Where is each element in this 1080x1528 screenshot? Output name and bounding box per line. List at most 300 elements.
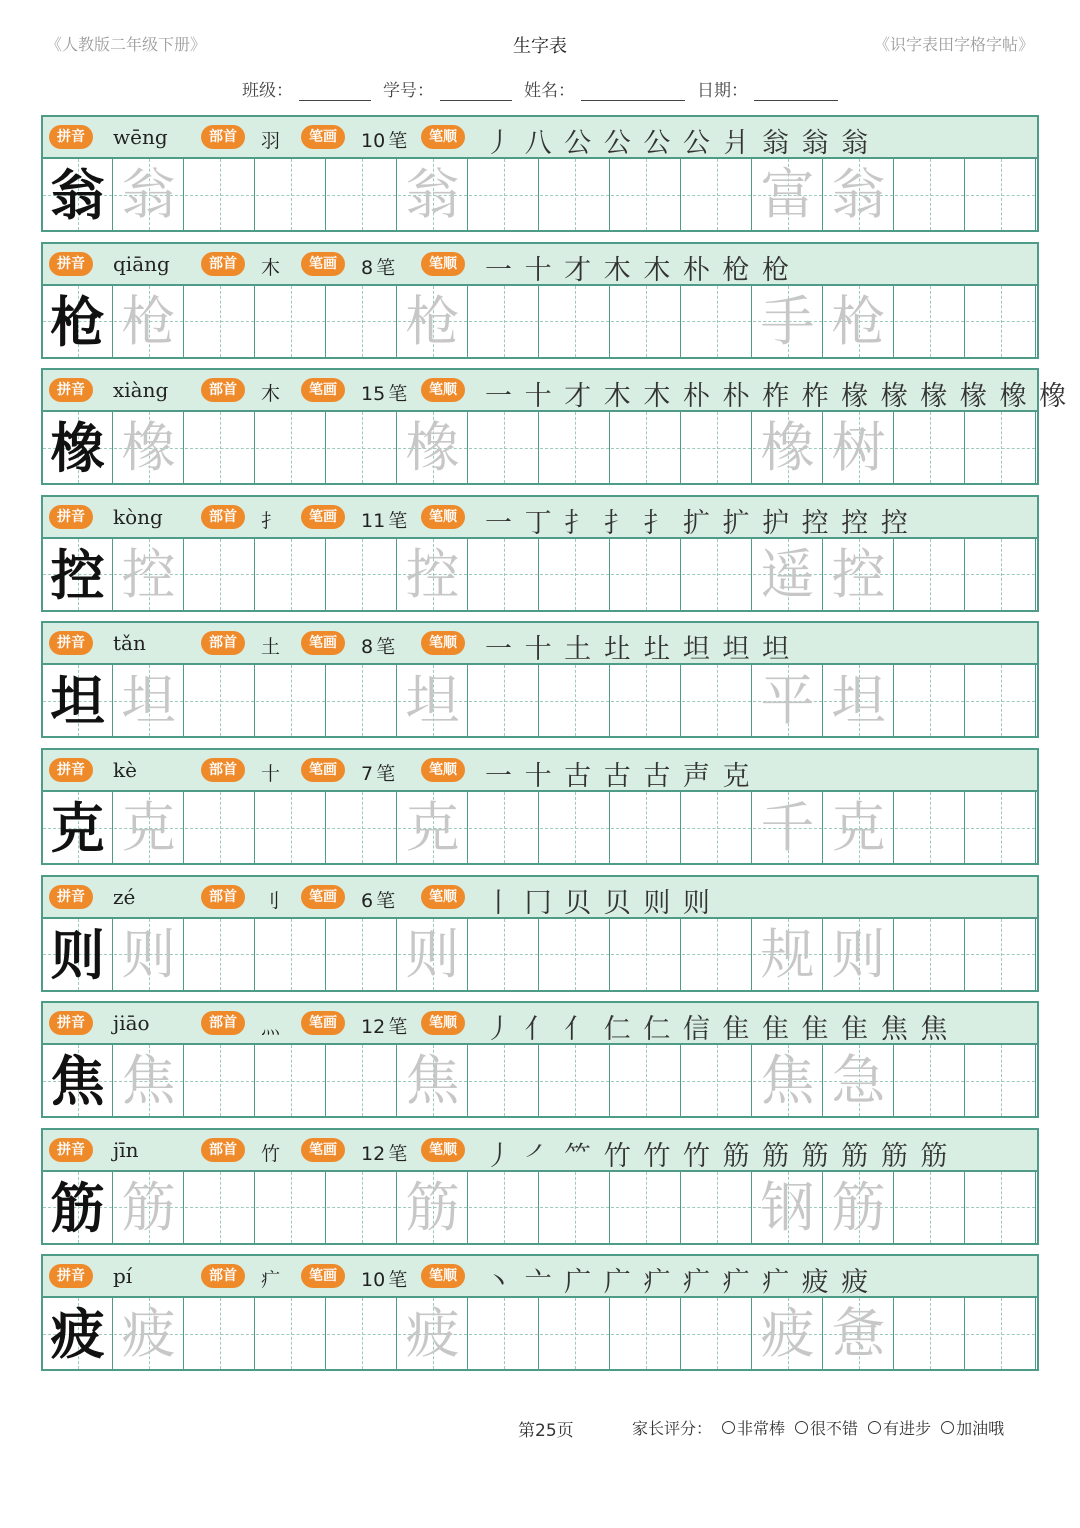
practice-cell[interactable] — [895, 412, 965, 483]
practice-cell[interactable] — [114, 1045, 184, 1116]
strokes-badge: 笔画 — [301, 505, 345, 529]
practice-cell[interactable] — [895, 665, 965, 736]
radical-badge: 部首 — [201, 1138, 245, 1162]
character-row — [41, 368, 1069, 485]
page-number: 第25页 — [518, 1421, 574, 1441]
header-right: 《识字表田字格字帖》 — [873, 35, 1034, 54]
model-character: 筋 — [50, 1175, 105, 1240]
trace-character: 枪 — [405, 289, 460, 353]
pinyin-text: jiāo — [113, 1011, 150, 1036]
practice-cell[interactable] — [256, 412, 326, 483]
radical-badge: 部首 — [201, 631, 245, 655]
character-row — [41, 1128, 1039, 1245]
practice-cell[interactable] — [966, 539, 1036, 610]
stroke-count — [361, 759, 395, 786]
strokes-badge: 笔画 — [301, 758, 345, 782]
practice-cell[interactable] — [611, 919, 681, 990]
practice-cell[interactable] — [327, 1172, 397, 1243]
trace-character: 则 — [831, 922, 886, 986]
practice-cell[interactable] — [327, 665, 397, 736]
practice-cell[interactable] — [114, 286, 184, 357]
character-info-bar — [43, 497, 1037, 539]
practice-cell[interactable] — [114, 412, 184, 483]
practice-cell[interactable] — [256, 665, 326, 736]
practice-cell[interactable] — [114, 159, 184, 230]
pinyin-badge: 拼音 — [49, 1138, 93, 1162]
practice-cell[interactable] — [256, 1045, 326, 1116]
practice-cell[interactable] — [824, 286, 894, 357]
radical-text: 刂 — [261, 889, 281, 912]
practice-cell[interactable] — [966, 159, 1036, 230]
practice-cell[interactable] — [398, 1172, 468, 1243]
practice-cell[interactable] — [540, 1045, 610, 1116]
stroke-count-number: 7 — [361, 763, 374, 785]
stroke-order-badge: 笔顺 — [421, 125, 465, 149]
practice-cell[interactable] — [43, 665, 113, 736]
practice-cell[interactable] — [327, 286, 397, 357]
practice-cell[interactable] — [682, 159, 752, 230]
practice-cell[interactable] — [895, 1298, 965, 1369]
practice-cell[interactable] — [753, 1172, 823, 1243]
practice-cell[interactable] — [185, 286, 255, 357]
practice-cell[interactable] — [185, 1172, 255, 1243]
practice-cell[interactable] — [611, 665, 681, 736]
practice-cell[interactable] — [469, 1045, 539, 1116]
stroke-count-unit: 笔 — [376, 636, 396, 659]
practice-cell[interactable] — [185, 792, 255, 863]
practice-cell[interactable] — [611, 1045, 681, 1116]
practice-cell[interactable] — [966, 1172, 1036, 1243]
practice-cell[interactable] — [824, 539, 894, 610]
practice-cell[interactable] — [43, 1045, 113, 1116]
practice-cell[interactable] — [398, 1298, 468, 1369]
trace-character: 克 — [831, 796, 886, 859]
student-id-field[interactable] — [383, 76, 512, 101]
character-info-bar — [43, 750, 1037, 792]
practice-cell[interactable] — [611, 286, 681, 357]
trace-character: 规 — [760, 922, 815, 986]
trace-character: 坦 — [831, 669, 886, 733]
page-title: 生字表 — [513, 36, 567, 57]
practice-cell[interactable] — [256, 539, 326, 610]
practice-cell[interactable] — [824, 665, 894, 736]
practice-cell[interactable] — [540, 412, 610, 483]
practice-cell[interactable] — [824, 1045, 894, 1116]
tianzige-grid — [43, 665, 1037, 736]
trace-character: 翁 — [831, 163, 886, 226]
stroke-order-badge: 笔顺 — [421, 252, 465, 276]
practice-cell[interactable] — [185, 412, 255, 483]
stroke-count — [361, 253, 395, 280]
practice-cell[interactable] — [824, 1298, 894, 1369]
pinyin-text: kè — [113, 758, 137, 782]
trace-character: 则 — [121, 922, 176, 986]
stroke-count — [361, 506, 407, 533]
stroke-order-sequence: 一 十 古 古 古 声 克 — [485, 761, 752, 792]
practice-cell[interactable] — [43, 412, 113, 483]
strokes-badge: 笔画 — [301, 1264, 345, 1288]
practice-cell[interactable] — [753, 665, 823, 736]
name-line[interactable] — [581, 82, 685, 101]
stroke-count — [361, 1012, 407, 1039]
practice-cell[interactable] — [895, 792, 965, 863]
strokes-badge: 笔画 — [301, 1138, 345, 1162]
stroke-count-number: 8 — [361, 636, 374, 659]
character-row — [41, 1001, 1039, 1118]
practice-cell[interactable] — [185, 159, 255, 230]
model-character: 疲 — [50, 1302, 105, 1367]
practice-cell[interactable] — [824, 412, 894, 483]
practice-cell[interactable] — [611, 159, 681, 230]
tianzige-grid — [43, 539, 1037, 610]
trace-character: 平 — [760, 669, 815, 733]
practice-cell[interactable] — [682, 1045, 752, 1116]
trace-character: 筋 — [405, 1175, 460, 1239]
radical-badge: 部首 — [201, 125, 245, 149]
trace-character: 枪 — [121, 289, 176, 353]
rating-text: 加油哦 — [956, 1419, 1005, 1438]
practice-cell[interactable] — [895, 1172, 965, 1243]
trace-character: 橡 — [760, 416, 815, 480]
rating-option-2[interactable] — [795, 1416, 858, 1439]
pinyin-badge: 拼音 — [49, 252, 93, 276]
practice-cell[interactable] — [753, 159, 823, 230]
trace-character: 控 — [831, 542, 886, 606]
radical-text: 灬 — [261, 1016, 281, 1039]
practice-cell[interactable] — [611, 539, 681, 610]
practice-cell[interactable] — [398, 919, 468, 990]
stroke-order-sequence: 一 十 土 圵 圵 坦 坦 坦 — [485, 634, 792, 666]
practice-cell[interactable] — [540, 665, 610, 736]
student-id-label: 学号： — [383, 81, 434, 101]
stroke-order-badge: 笔顺 — [421, 1138, 465, 1162]
practice-cell[interactable] — [469, 159, 539, 230]
model-character: 翁 — [50, 163, 105, 227]
stroke-count-number: 10 — [361, 130, 386, 152]
stroke-order-sequence: 丿 亻 亻 仁 仁 信 隹 隹 隹 隹 焦 焦 — [485, 1014, 950, 1046]
practice-cell[interactable] — [469, 1298, 539, 1369]
strokes-badge: 笔画 — [301, 631, 345, 655]
practice-cell[interactable] — [824, 159, 894, 230]
trace-character: 树 — [831, 416, 886, 480]
practice-cell[interactable] — [256, 792, 326, 863]
pinyin-badge: 拼音 — [49, 1264, 93, 1288]
pinyin-badge: 拼音 — [49, 1011, 93, 1035]
practice-cell[interactable] — [966, 286, 1036, 357]
pinyin-badge: 拼音 — [49, 505, 93, 529]
info-fields — [0, 76, 1080, 101]
practice-cell[interactable] — [43, 159, 113, 230]
trace-character: 遥 — [760, 542, 815, 606]
stroke-count-unit: 笔 — [388, 1142, 408, 1165]
circle-icon — [868, 1421, 881, 1434]
practice-cell[interactable] — [753, 792, 823, 863]
character-info-bar — [43, 1256, 1037, 1298]
practice-cell[interactable] — [114, 792, 184, 863]
tianzige-grid — [43, 919, 1037, 990]
practice-cell[interactable] — [753, 919, 823, 990]
parent-rating — [632, 1416, 1004, 1439]
practice-cell[interactable] — [469, 665, 539, 736]
trace-character: 翁 — [405, 163, 460, 226]
practice-cell[interactable] — [327, 1045, 397, 1116]
practice-cell[interactable] — [966, 1045, 1036, 1116]
pinyin-text: xiàng — [113, 378, 169, 403]
pinyin-badge: 拼音 — [49, 631, 93, 655]
practice-cell[interactable] — [469, 919, 539, 990]
practice-cell[interactable] — [185, 539, 255, 610]
practice-cell[interactable] — [327, 792, 397, 863]
stroke-count — [361, 126, 407, 153]
character-info-bar — [43, 623, 1037, 665]
stroke-order-badge: 笔顺 — [421, 505, 465, 529]
stroke-count-number: 15 — [361, 383, 386, 406]
practice-cell[interactable] — [327, 159, 397, 230]
stroke-order-sequence: 丿 ㇒ ⺮ 竹 竹 竹 筋 筋 筋 筋 筋 筋 — [485, 1140, 950, 1172]
practice-cell[interactable] — [114, 1298, 184, 1369]
practice-cell[interactable] — [43, 1298, 113, 1369]
practice-cell[interactable] — [398, 539, 468, 610]
practice-cell[interactable] — [682, 1172, 752, 1243]
rating-label: 家长评分： — [632, 1419, 713, 1438]
pinyin-text: qiāng — [113, 251, 170, 276]
practice-cell[interactable] — [966, 1298, 1036, 1369]
stroke-order-badge: 笔顺 — [421, 885, 465, 909]
stroke-count-number: 12 — [361, 1142, 386, 1165]
student-id-line[interactable] — [440, 82, 512, 101]
trace-character: 控 — [405, 542, 460, 606]
practice-cell[interactable] — [753, 539, 823, 610]
practice-cell[interactable] — [966, 412, 1036, 483]
practice-cell[interactable] — [824, 919, 894, 990]
stroke-order-sequence: 一 丁 扌 扌 扌 扩 扩 护 控 控 控 — [485, 507, 910, 539]
practice-cell[interactable] — [540, 286, 610, 357]
practice-cell[interactable] — [611, 1172, 681, 1243]
trace-character: 克 — [405, 796, 460, 859]
class-field[interactable] — [242, 76, 371, 101]
date-line[interactable] — [754, 82, 838, 101]
trace-character: 翁 — [121, 163, 176, 226]
practice-cell[interactable] — [753, 412, 823, 483]
trace-character: 焦 — [405, 1049, 460, 1113]
name-field[interactable] — [524, 76, 685, 101]
stroke-count — [361, 1265, 407, 1292]
practice-cell[interactable] — [398, 159, 468, 230]
pinyin-text: jīn — [113, 1137, 139, 1162]
practice-cell[interactable] — [895, 1045, 965, 1116]
practice-cell[interactable] — [469, 412, 539, 483]
practice-cell[interactable] — [682, 1298, 752, 1369]
practice-cell[interactable] — [256, 919, 326, 990]
radical-badge: 部首 — [201, 885, 245, 909]
practice-cell[interactable] — [682, 286, 752, 357]
trace-character: 坦 — [405, 669, 460, 733]
radical-badge: 部首 — [201, 758, 245, 782]
trace-character: 钢 — [760, 1175, 815, 1239]
rating-text: 很不错 — [810, 1419, 859, 1438]
practice-cell[interactable] — [682, 412, 752, 483]
stroke-count-unit: 笔 — [376, 889, 396, 912]
trace-character: 筋 — [831, 1175, 886, 1239]
strokes-badge: 笔画 — [301, 252, 345, 276]
stroke-count-number: 8 — [361, 256, 374, 279]
practice-cell[interactable] — [611, 792, 681, 863]
practice-cell[interactable] — [895, 159, 965, 230]
rating-option-4[interactable] — [941, 1416, 1004, 1439]
practice-cell[interactable] — [398, 665, 468, 736]
practice-cell[interactable] — [43, 286, 113, 357]
pinyin-badge: 拼音 — [49, 758, 93, 782]
radical-text: 扌 — [261, 509, 281, 532]
trace-character: 焦 — [760, 1049, 815, 1113]
radical-badge: 部首 — [201, 1264, 245, 1288]
practice-cell[interactable] — [327, 412, 397, 483]
stroke-order-sequence: 丨 冂 贝 贝 则 则 — [485, 887, 712, 919]
model-character: 克 — [50, 796, 105, 860]
trace-character: 疲 — [760, 1302, 815, 1366]
practice-cell[interactable] — [398, 412, 468, 483]
practice-cell[interactable] — [753, 1045, 823, 1116]
practice-cell[interactable] — [611, 412, 681, 483]
date-field[interactable] — [697, 76, 838, 101]
trace-character: 枪 — [831, 289, 886, 353]
radical-text: 土 — [261, 636, 281, 659]
practice-cell[interactable] — [114, 539, 184, 610]
character-row — [41, 1254, 1039, 1371]
stroke-count-unit: 笔 — [388, 383, 408, 406]
practice-cell[interactable] — [469, 286, 539, 357]
class-line[interactable] — [299, 82, 371, 101]
practice-cell[interactable] — [611, 1298, 681, 1369]
stroke-order-sequence: 一 十 才 木 木 朴 朴 柞 柞 椽 椽 椽 椽 橡 橡 — [485, 381, 1069, 413]
practice-cell[interactable] — [540, 1172, 610, 1243]
trace-character: 筋 — [121, 1175, 176, 1239]
stroke-count-number: 6 — [361, 889, 374, 912]
practice-cell[interactable] — [682, 539, 752, 610]
pinyin-badge: 拼音 — [49, 378, 93, 402]
tianzige-grid — [43, 159, 1037, 230]
practice-cell[interactable] — [398, 286, 468, 357]
character-row — [41, 115, 1039, 232]
practice-cell[interactable] — [43, 919, 113, 990]
practice-cell[interactable] — [540, 1298, 610, 1369]
character-row — [41, 748, 1039, 865]
tianzige-grid — [43, 1045, 1037, 1116]
practice-cell[interactable] — [114, 665, 184, 736]
stroke-count-unit: 笔 — [388, 509, 408, 532]
practice-cell[interactable] — [256, 1298, 326, 1369]
practice-cell[interactable] — [398, 792, 468, 863]
tianzige-grid — [43, 1298, 1037, 1369]
practice-cell[interactable] — [256, 286, 326, 357]
practice-cell[interactable] — [682, 665, 752, 736]
stroke-order-badge: 笔顺 — [421, 1264, 465, 1288]
practice-cell[interactable] — [114, 1172, 184, 1243]
practice-cell[interactable] — [185, 1045, 255, 1116]
trace-character: 橡 — [405, 416, 460, 480]
practice-cell[interactable] — [895, 919, 965, 990]
model-character: 焦 — [50, 1049, 105, 1114]
practice-cell[interactable] — [327, 919, 397, 990]
practice-cell[interactable] — [256, 1172, 326, 1243]
practice-cell[interactable] — [469, 792, 539, 863]
practice-cell[interactable] — [327, 1298, 397, 1369]
rating-option-1[interactable] — [722, 1416, 785, 1439]
practice-cell[interactable] — [540, 919, 610, 990]
character-info-bar — [43, 1003, 1037, 1045]
character-info-bar — [43, 877, 1037, 919]
stroke-count-number: 10 — [361, 1269, 386, 1292]
stroke-order-sequence: 一 十 才 木 木 朴 枪 枪 — [485, 254, 792, 286]
radical-text: 竹 — [261, 1142, 281, 1165]
trace-character: 坦 — [121, 669, 176, 733]
practice-cell[interactable] — [469, 1172, 539, 1243]
trace-character: 急 — [831, 1049, 886, 1113]
stroke-count-number: 11 — [361, 509, 386, 532]
practice-cell[interactable] — [185, 919, 255, 990]
rating-option-3[interactable] — [868, 1416, 931, 1439]
stroke-count-unit: 笔 — [388, 130, 408, 152]
stroke-count — [361, 1139, 407, 1166]
practice-cell[interactable] — [540, 539, 610, 610]
stroke-order-badge: 笔顺 — [421, 631, 465, 655]
practice-cell[interactable] — [43, 539, 113, 610]
practice-cell[interactable] — [753, 1298, 823, 1369]
stroke-count — [361, 886, 395, 913]
practice-cell[interactable] — [966, 665, 1036, 736]
practice-cell[interactable] — [185, 665, 255, 736]
character-row — [41, 621, 1039, 738]
stroke-count-number: 12 — [361, 1016, 386, 1039]
model-character: 坦 — [50, 669, 105, 734]
practice-cell[interactable] — [540, 159, 610, 230]
practice-cell[interactable] — [256, 159, 326, 230]
pinyin-text: zé — [113, 884, 136, 909]
practice-cell[interactable] — [185, 1298, 255, 1369]
practice-cell[interactable] — [327, 539, 397, 610]
practice-cell[interactable] — [966, 919, 1036, 990]
practice-cell[interactable] — [682, 792, 752, 863]
radical-text: 木 — [261, 383, 281, 406]
practice-cell[interactable] — [398, 1045, 468, 1116]
practice-cell[interactable] — [682, 919, 752, 990]
practice-cell[interactable] — [540, 792, 610, 863]
trace-character: 惫 — [831, 1302, 886, 1366]
trace-character: 千 — [760, 796, 815, 859]
trace-character: 控 — [121, 542, 176, 606]
practice-cell[interactable] — [824, 792, 894, 863]
practice-cell[interactable] — [469, 539, 539, 610]
trace-character: 克 — [121, 796, 176, 859]
pinyin-text: tǎn — [113, 631, 146, 656]
name-label: 姓名： — [524, 81, 575, 101]
practice-cell[interactable] — [966, 792, 1036, 863]
practice-cell[interactable] — [43, 1172, 113, 1243]
radical-text: 羽 — [261, 130, 281, 152]
practice-cell[interactable] — [895, 286, 965, 357]
practice-cell[interactable] — [43, 792, 113, 863]
practice-cell[interactable] — [824, 1172, 894, 1243]
practice-cell[interactable] — [895, 539, 965, 610]
practice-cell[interactable] — [114, 919, 184, 990]
radical-text: 疒 — [261, 1269, 281, 1292]
character-row — [41, 875, 1039, 992]
stroke-order-sequence: 丶 亠 广 广 疒 疒 疒 疒 疲 疲 — [485, 1267, 871, 1299]
stroke-count-unit: 笔 — [388, 1016, 408, 1039]
radical-badge: 部首 — [201, 1011, 245, 1035]
practice-cell[interactable] — [753, 286, 823, 357]
radical-badge: 部首 — [201, 252, 245, 276]
